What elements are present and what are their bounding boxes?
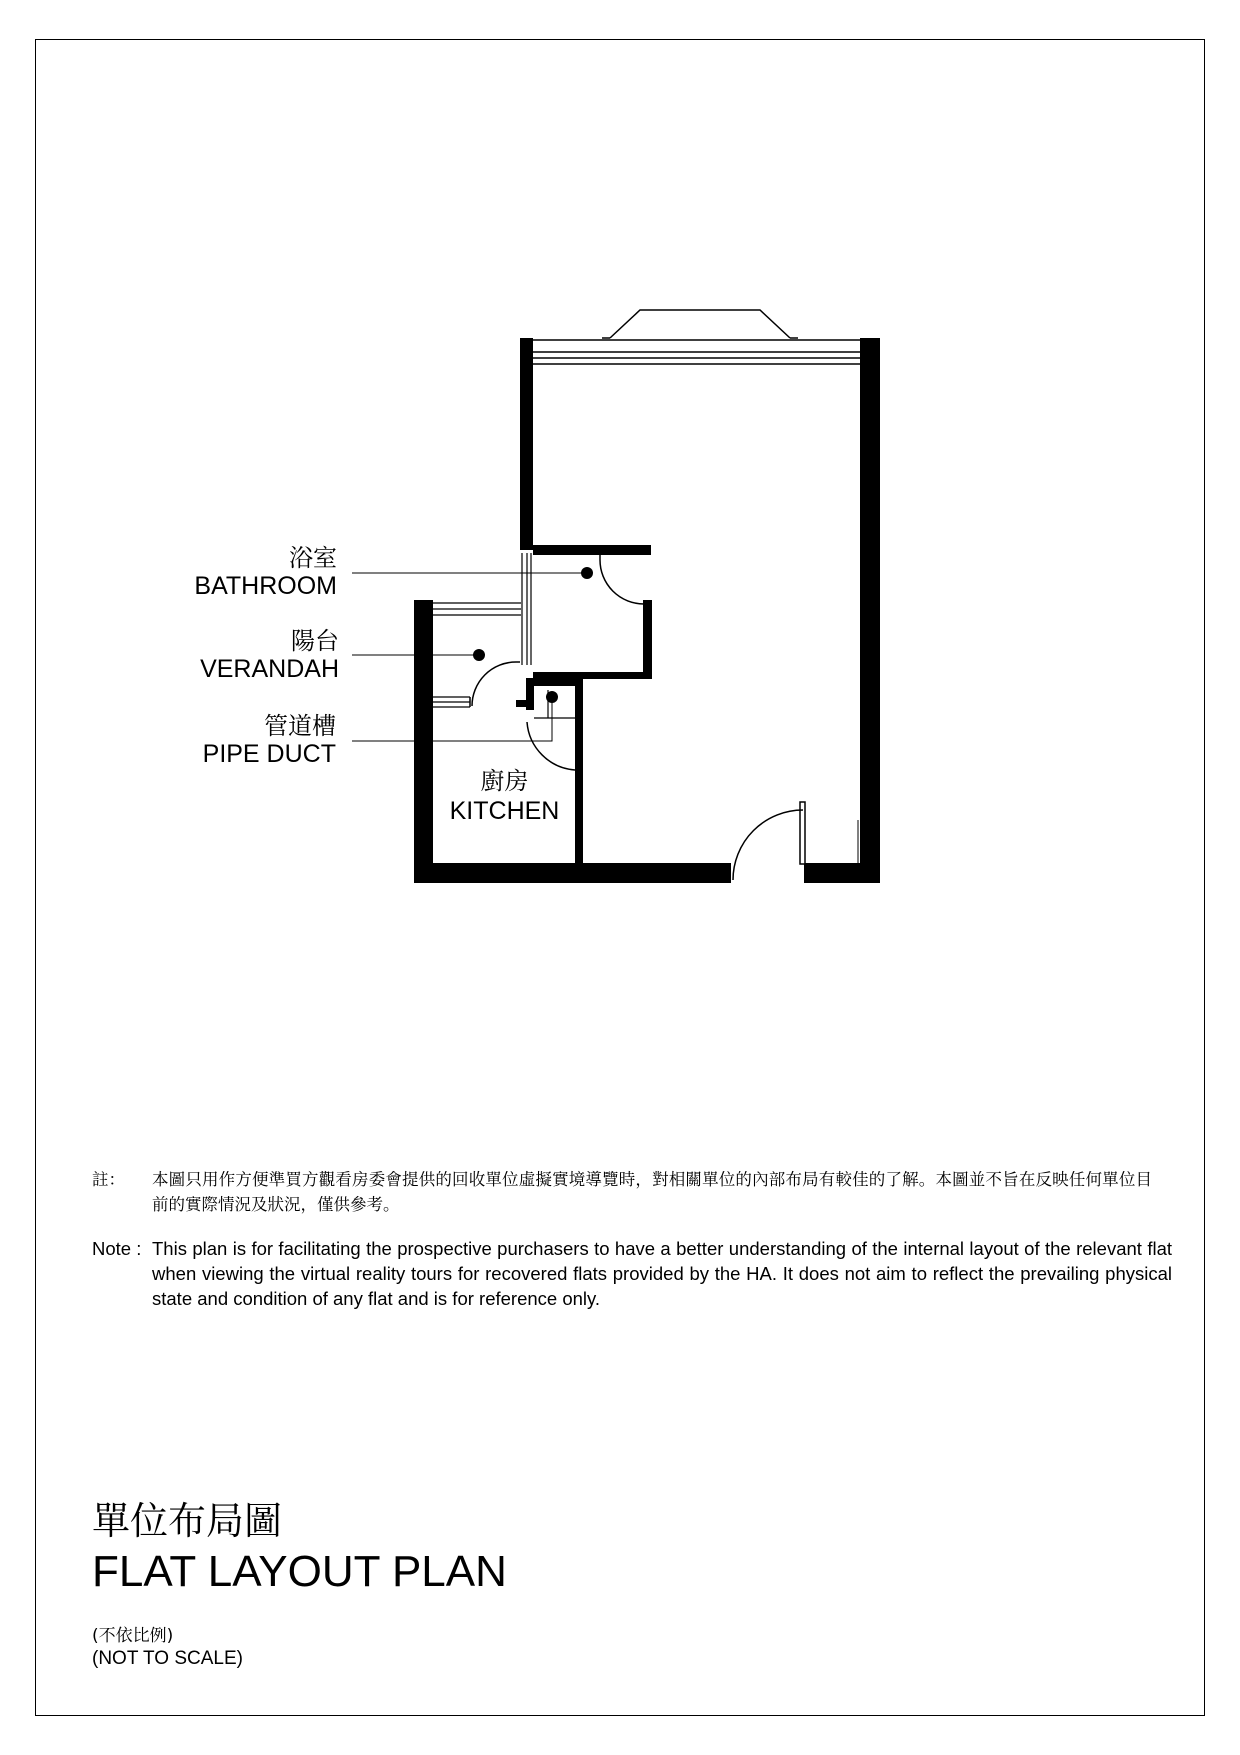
verandah-railing-top xyxy=(433,603,521,615)
note-english-key: Note : xyxy=(92,1238,142,1259)
wall-left-upper xyxy=(520,338,533,550)
label-kitchen-zh: 廚房 xyxy=(480,767,529,795)
entrance-door-swing xyxy=(733,810,803,880)
label-pipe-duct xyxy=(150,712,336,768)
note-chinese-text: 本圖只用作方便準買方觀看房委會提供的回收單位虛擬實境導覽時，對相關單位的內部布局有較佳的了解。本圖並不旨在反映任何單位目前的實際情況及狀況，僅供參考。 xyxy=(152,1170,1152,1214)
scale-note-en: (NOT TO SCALE) xyxy=(92,1648,243,1669)
bathroom-window xyxy=(522,553,531,665)
entrance-door-leaf xyxy=(800,802,805,864)
note-english xyxy=(92,1236,1172,1311)
page-title-zh: 單位布局圖 xyxy=(92,1499,283,1543)
label-bathroom-en: BATHROOM xyxy=(194,572,337,600)
bay-projection xyxy=(610,310,790,338)
pipe-duct-wall-top xyxy=(526,678,582,686)
scale-note-zh: (不依比例) xyxy=(92,1626,174,1646)
kitchen-door-swing xyxy=(527,722,575,770)
bathroom-door-swing xyxy=(600,560,644,604)
label-kitchen-en: KITCHEN xyxy=(449,797,560,825)
pipe-duct-wall-right xyxy=(575,678,583,718)
verandah-door-swing xyxy=(472,662,516,706)
page-title-en: FLAT LAYOUT PLAN xyxy=(92,1547,507,1596)
label-kitchen xyxy=(436,766,573,826)
window-top xyxy=(533,340,860,364)
label-verandah xyxy=(150,627,339,683)
label-pipe-duct-en: PIPE DUCT xyxy=(202,740,336,768)
wall-right xyxy=(860,338,880,883)
kitchen-wall-right xyxy=(575,718,583,883)
bathroom-wall-right xyxy=(643,600,652,678)
wall-bottom-right xyxy=(804,863,880,883)
bathroom-wall-top-stub xyxy=(640,545,651,555)
note-chinese xyxy=(92,1167,1152,1217)
bathroom-wall-bottom xyxy=(533,672,652,679)
label-bathroom xyxy=(150,544,337,600)
label-pipe-duct-zh: 管道槽 xyxy=(264,712,336,740)
note-chinese-key: 註： xyxy=(92,1170,125,1189)
label-bathroom-zh: 浴室 xyxy=(289,544,337,572)
verandah-railing-bottom xyxy=(433,697,470,707)
bathroom-wall-top xyxy=(533,545,651,555)
note-english-text: This plan is for facilitating the prospective purchasers to have a better understanding of the internal layout of the relevant flat when viewing the virtual reality tours for recovered flats provided by the HA. It does not aim to reflect the prevailing physical state and condition of any flat and is for reference only. xyxy=(152,1238,1172,1309)
label-verandah-en: VERANDAH xyxy=(200,655,339,683)
label-verandah-zh: 陽台 xyxy=(291,627,339,655)
wall-bottom-left xyxy=(414,863,731,883)
